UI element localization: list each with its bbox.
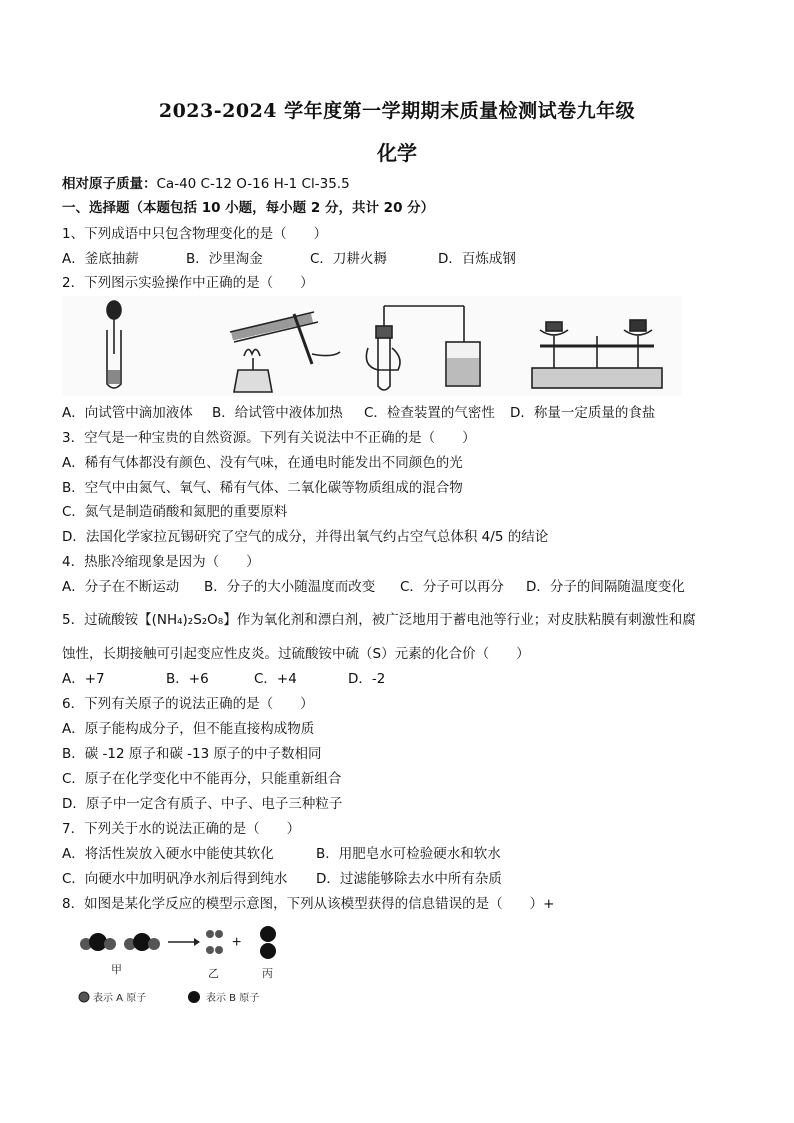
option-a: A．釜底抽薪 bbox=[62, 251, 139, 267]
question-7-options-row1 bbox=[62, 845, 501, 863]
question-4-stem: 4．热胀冷缩现象是因为（ ） bbox=[62, 554, 260, 570]
option-c: C．向硬水中加明矾净水剂后得到纯水 bbox=[62, 871, 288, 887]
subject-title: 化学 bbox=[377, 141, 417, 165]
option-c: C．+4 bbox=[254, 671, 297, 687]
option-c: C．分子可以再分 bbox=[400, 579, 504, 595]
option-b: B．+6 bbox=[166, 671, 209, 687]
question-8-stem: 8．如图是某化学反应的模型示意图，下列从该模型获得的信息错误的是（ ）+ bbox=[62, 896, 555, 912]
question-5-stem-line2: 蚀性，长期接触可引起变应性皮炎。过硫酸铵中硫（S）元素的化合价（ ） bbox=[62, 646, 530, 662]
reaction-model-figure bbox=[70, 922, 320, 1012]
question-6-option-d: D．原子中一定含有质子、中子、电子三种粒子 bbox=[62, 796, 343, 812]
reactant-jia-molecules bbox=[80, 933, 160, 951]
question-6-stem: 6．下列有关原子的说法正确的是（ ） bbox=[62, 696, 314, 712]
option-a: A．分子在不断运动 bbox=[62, 579, 180, 595]
question-1-options bbox=[62, 250, 516, 268]
legend-a-text: 表示 A 原子 bbox=[93, 993, 147, 1004]
lab-operations-figure bbox=[62, 296, 682, 396]
question-6-option-c: C．原子在化学变化中不能再分，只能重新组合 bbox=[62, 771, 342, 787]
option-d: D．分子的间隔随温度变化 bbox=[526, 579, 685, 595]
reaction-arrow-icon bbox=[168, 938, 200, 946]
question-3-option-d: D．法国化学家拉瓦锡研究了空气的成分，并得出氧气约占空气总体积 4/5 的结论 bbox=[62, 529, 549, 545]
option-b: B．用肥皂水可检验硬水和软水 bbox=[316, 846, 501, 862]
atomic-mass-line bbox=[62, 175, 350, 193]
option-a: A．向试管中滴加液体 bbox=[62, 405, 193, 421]
question-7-stem: 7．下列关于水的说法正确的是（ ） bbox=[62, 821, 301, 837]
label-bing: 丙 bbox=[262, 967, 273, 980]
atomic-mass-label: 相对原子质量： bbox=[62, 176, 157, 192]
question-3-option-b: B．空气中由氮气、氧气、稀有气体、二氧化碳等物质组成的混合物 bbox=[62, 480, 463, 496]
question-3-stem: 3．空气是一种宝贵的自然资源。下列有关说法中不正确的是（ ） bbox=[62, 430, 476, 446]
question-6-option-a: A．原子能构成分子，但不能直接构成物质 bbox=[62, 721, 315, 737]
question-6-option-b: B．碳 -12 原子和碳 -13 原子的中子数相同 bbox=[62, 746, 322, 762]
atomic-mass-values: Ca-40 C-12 O-16 H-1 Cl-35.5 bbox=[156, 176, 350, 192]
question-3-option-a: A．稀有气体都没有颜色、没有气味，在通电时能发出不同颜色的光 bbox=[62, 455, 463, 471]
option-a: A．+7 bbox=[62, 671, 105, 687]
legend-b-text: 表示 B 原子 bbox=[206, 993, 260, 1004]
question-1-stem: 1、下列成语中只包含物理变化的是（ ） bbox=[62, 226, 328, 242]
question-3-option-c: C．氮气是制造硝酸和氮肥的重要原料 bbox=[62, 504, 288, 520]
option-b: B．分子的大小随温度而改变 bbox=[204, 579, 376, 595]
stem-prefix: 5．过硫酸铵【 bbox=[62, 612, 152, 628]
option-c: C．刀耕火耨 bbox=[310, 251, 387, 267]
stem-suffix: 】作为氧化剂和漂白剂，被广泛地用于蓄电池等行业；对皮肤粘膜有刺激性和腐 bbox=[223, 612, 696, 628]
option-d: D．百炼成钢 bbox=[438, 251, 516, 267]
svg-text:+: + bbox=[232, 934, 242, 951]
option-d: D．称量一定质量的食盐 bbox=[510, 405, 656, 421]
chemical-formula: (NH₄)₂S₂O₈ bbox=[151, 612, 224, 628]
question-5-stem-line1 bbox=[62, 611, 696, 629]
product-bing-molecules bbox=[260, 926, 276, 959]
section-heading: 一、选择题（本题包括 10 小题，每小题 2 分，共计 20 分） bbox=[62, 200, 435, 216]
option-b: B．给试管中液体加热 bbox=[212, 405, 343, 421]
option-a: A．将活性炭放入硬水中能使其软化 bbox=[62, 846, 274, 862]
product-yi-molecules bbox=[206, 930, 223, 954]
option-d: D．过滤能够除去水中所有杂质 bbox=[316, 871, 502, 887]
label-jia: 甲 bbox=[111, 963, 122, 976]
atom-b-legend-icon bbox=[188, 991, 200, 1003]
question-7-options-row2 bbox=[62, 870, 502, 888]
question-4-options bbox=[62, 578, 685, 596]
option-c: C．检查装置的气密性 bbox=[364, 405, 495, 421]
question-2-stem: 2．下列图示实验操作中正确的是（ ） bbox=[62, 275, 314, 291]
question-2-options bbox=[62, 404, 655, 422]
label-yi: 乙 bbox=[208, 967, 219, 980]
exam-title: 2023-2024 学年度第一学期期末质量检测试卷九年级 bbox=[158, 100, 636, 122]
question-5-options bbox=[62, 670, 385, 688]
option-b: B．沙里淘金 bbox=[186, 251, 263, 267]
option-d: D．-2 bbox=[348, 671, 386, 687]
atom-a-legend-icon bbox=[79, 992, 89, 1002]
